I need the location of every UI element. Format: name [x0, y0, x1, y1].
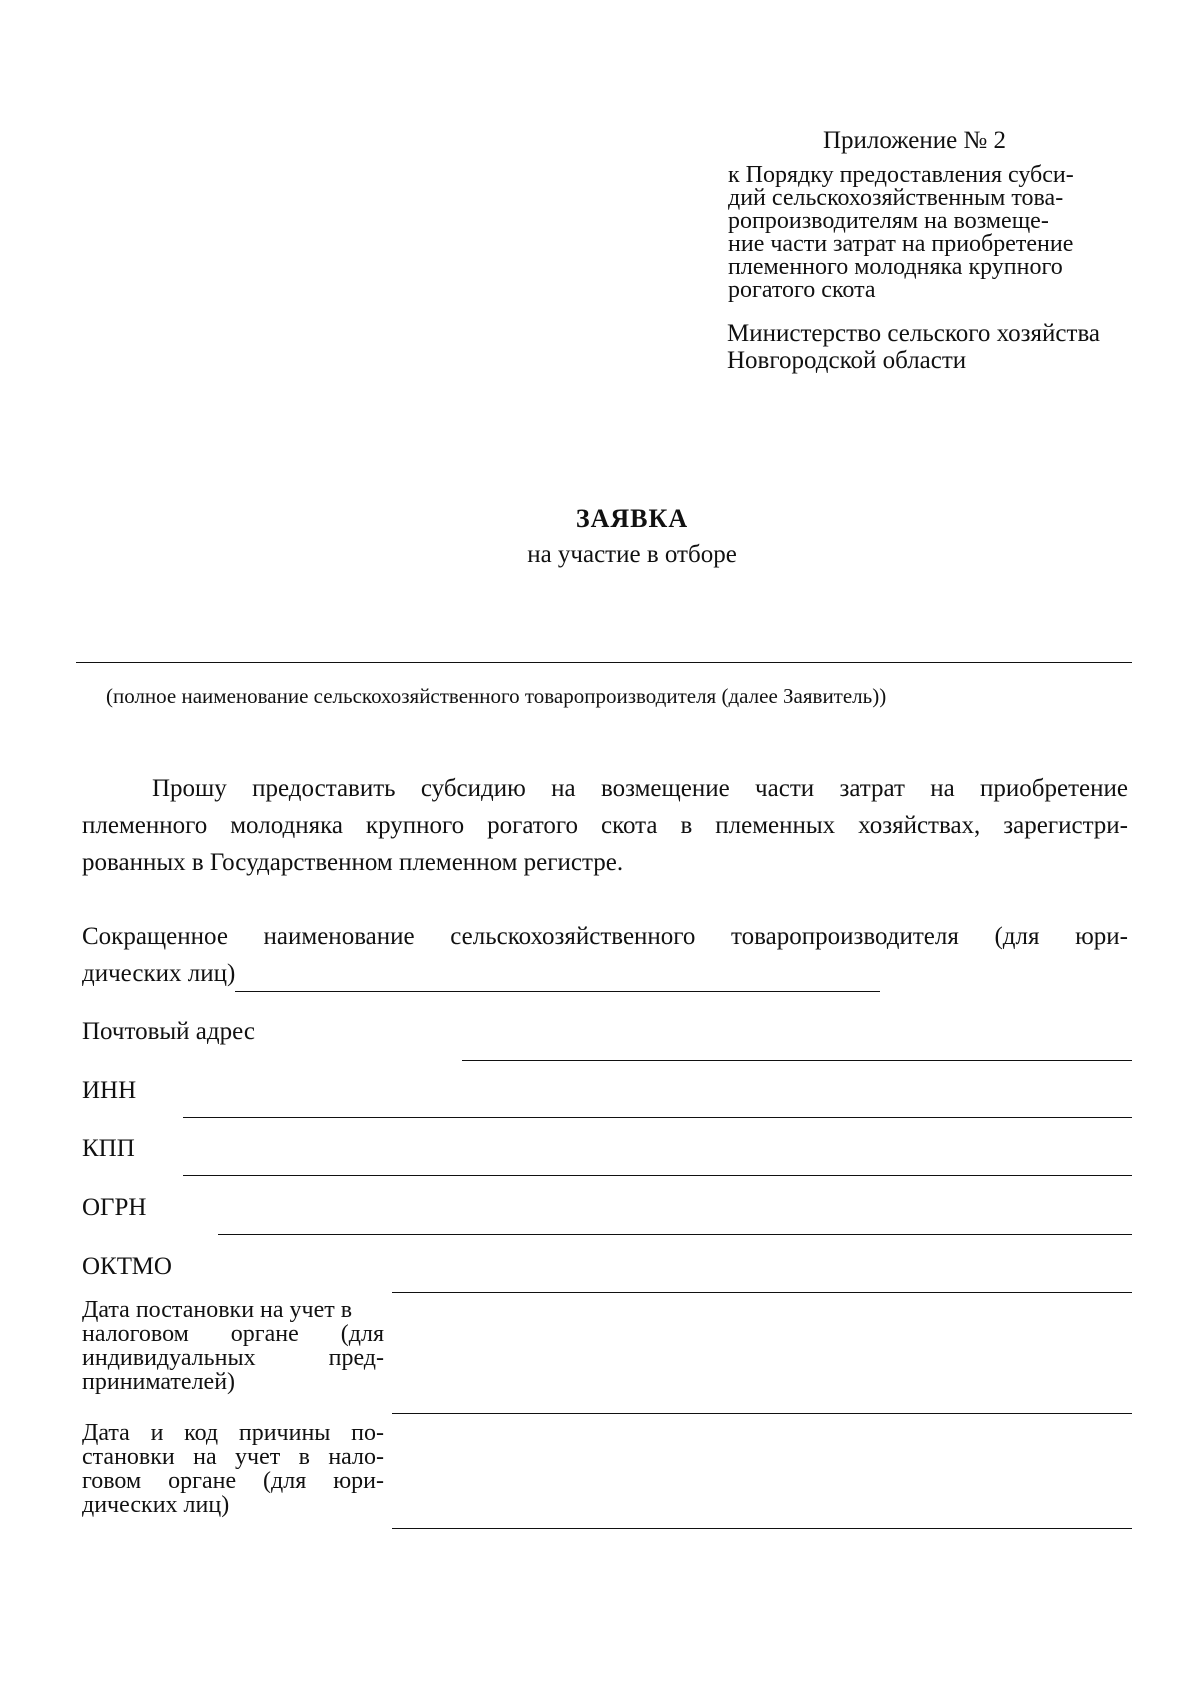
- short-name-label-line2: дических лиц): [82, 960, 236, 987]
- appendix-title: Приложение № 2: [823, 127, 1007, 154]
- appendix-body: [728, 164, 1148, 302]
- oktmo-label: ОКТМО: [82, 1253, 172, 1280]
- short-name-label-line1: Сокращенное наименование сельскохозяйственного товаропроизводителя (для юри-: [82, 923, 1128, 950]
- kpp-input-line[interactable]: [183, 1175, 1132, 1176]
- document-subtitle: на участие в отборе: [527, 541, 737, 568]
- ogrn-label: ОГРН: [82, 1194, 147, 1221]
- inn-input-line[interactable]: [183, 1117, 1132, 1118]
- request-paragraph: [82, 770, 1128, 881]
- tax-registration-code-label: [82, 1421, 384, 1517]
- oktmo-input-line[interactable]: [392, 1292, 1132, 1293]
- tax-registration-code-line: Дата и код причины по-: [82, 1420, 384, 1446]
- tax-registration-date-line: принимателей): [82, 1369, 236, 1395]
- tax-registration-date-input-line[interactable]: [392, 1413, 1132, 1414]
- tax-registration-date-line: налоговом органе (для: [82, 1321, 384, 1347]
- appendix-body-line: к Порядку предоставления субси-: [728, 162, 1074, 188]
- request-line: племенного молодняка крупного рогатого скота в племенных хозяйствах, зарегистри-: [82, 812, 1128, 839]
- appendix-body-line: племенного молодняка крупного: [728, 254, 1063, 280]
- tax-registration-code-line: дических лиц): [82, 1492, 230, 1518]
- postal-address-input-line[interactable]: [462, 1060, 1132, 1061]
- recipient-line: Новгородской области: [727, 347, 967, 374]
- recipient-line: Министерство сельского хозяйства: [727, 320, 1101, 347]
- request-line: рованных в Государственном племенном регистре.: [82, 849, 624, 876]
- appendix-body-line: ропроизводителям на возмеще-: [728, 208, 1049, 234]
- tax-registration-code-input-line[interactable]: [392, 1528, 1132, 1529]
- tax-registration-code-line: говом органе (для юри-: [82, 1468, 384, 1494]
- kpp-label: КПП: [82, 1135, 135, 1162]
- short-name-input-line[interactable]: [235, 961, 880, 992]
- short-name-field: [82, 918, 1128, 992]
- applicant-full-name-line[interactable]: [76, 662, 1132, 663]
- tax-registration-date-line: индивидуальных пред-: [82, 1345, 384, 1371]
- recipient: [727, 320, 1100, 374]
- applicant-full-name-caption: (полное наименование сельскохозяйственного товаропроизводителя (далее Заявитель)): [106, 684, 887, 708]
- tax-registration-code-line: становки на учет в нало-: [82, 1444, 384, 1470]
- tax-registration-date-line: Дата постановки на учет в: [82, 1297, 353, 1323]
- postal-address-label: Почтовый адрес: [82, 1018, 255, 1045]
- tax-registration-date-label: [82, 1298, 384, 1394]
- inn-label: ИНН: [82, 1077, 137, 1104]
- appendix-body-line: дий сельскохозяйственным това-: [728, 185, 1064, 211]
- ogrn-input-line[interactable]: [218, 1234, 1132, 1235]
- document-title: ЗАЯВКА: [575, 504, 689, 533]
- appendix-body-line: ние части затрат на приобретение: [728, 231, 1074, 257]
- request-line: Прошу предоставить субсидию на возмещение части затрат на приобретение: [152, 775, 1128, 802]
- appendix-body-line: рогатого скота: [728, 277, 876, 303]
